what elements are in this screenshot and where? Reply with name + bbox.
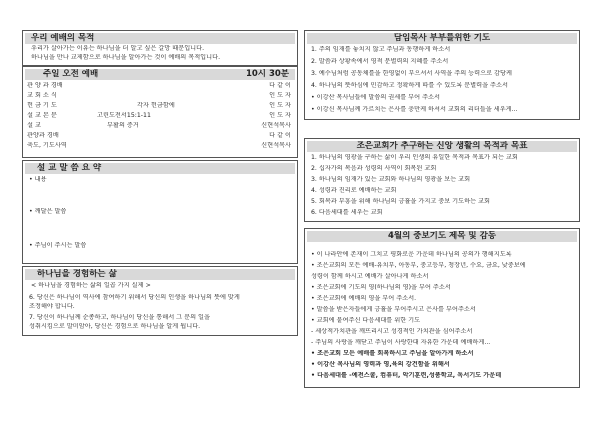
order-leader: 인 도 자 [269,112,291,119]
order-label: 설 교 본 문 [27,112,57,119]
order-text: 고린도전서15:1-11 [97,112,151,119]
intercession-line: • 다음세대를 -예전스쿨, 컴퓨터, 악기훈련,성품학교, 독서기도 가운데 [311,372,502,379]
church-goal-line: 5. 회복과 부흥을 위해 하나님의 긍휼을 가지고 중보 기도하는 교회 [311,198,491,205]
sermon-summary-title: 설 교 말 씀 요 약 [25,163,295,174]
experience-line: 조정해야 합니다. [29,303,75,310]
worship-order-box [22,66,298,158]
intercession-line: • 이강산 목사님의 영력과 영,육의 강건함을 위해서 [311,361,450,368]
order-leader: 신현석목사 [261,122,291,129]
intercession-line: • 말씀을 받은자들에게 긍휼을 부어주시고 은사를 부어주소서 [311,306,476,313]
order-row [27,112,293,120]
experience-line: 성취시킴으로 말미암아, 당신은 경험으로 하나님을 알게 됩니다. [29,323,201,330]
pastor-prayer-line: 1. 주의 임재를 놓치지 않고 주님과 동행하게 하소서 [311,46,451,53]
order-row [27,102,293,110]
order-text: 부활의 증거 [107,122,139,129]
order-row [27,132,293,140]
experience-line: 7. 당신이 하나님께 순종하고, 하나님이 당신을 통해서 그 분의 일을 [29,314,210,321]
pastor-prayer-line: 2. 말씀과 상황속에서 영적 분별력의 지혜를 주소서 [311,58,449,65]
pastor-prayer-title: 담임목사 부부를위한 기도 [307,33,577,44]
worship-time: 10시 30분 [245,69,289,79]
church-goal-line: 4. 성령과 진리로 예배하는 교회 [311,187,397,194]
summary-content-label: • 내용 [29,176,47,183]
worship-purpose-title: 우리 예배의 목적 [25,33,295,44]
order-text: 각자 헌금함에 [137,102,175,109]
order-label: 헌 금 기 도 [27,102,57,109]
order-leader: 다 같 이 [269,132,291,139]
intercession-line: • 교회에 붙여주신 다음세대를 위한 기도 [311,317,421,324]
church-goal-line: 1. 하나님의 영광을 구하는 삶이 우리 인생의 유일한 목적과 목표가 되는 교회 [311,154,518,161]
order-label: 축도, 기도사역 [27,142,67,149]
intercession-box [304,228,580,388]
pastor-prayer-line: • 이강신 목사님께 가르치는 은사를 충만케 하셔서 교회의 리더들을 세우게... [311,106,518,113]
church-goals-box [304,138,580,222]
experience-box [22,266,298,336]
summary-realized-label: • 깨달은 말씀 [29,208,67,215]
order-row [27,122,293,130]
worship-order-title [25,69,295,80]
intercession-line: 성령이 함께 하시고 예배가 살아나게 하소서 [311,273,429,280]
order-leader: 신현석목사 [261,142,291,149]
church-goal-line: 2. 십자가의 복음과 성령의 사역이 회복된 교회 [311,165,437,172]
pastor-prayer-line: 3. 예수님처럼 공동체를을 한영없이 부으셔서 사역을 주의 능력으로 감당케 [311,70,512,77]
church-goals-title: 조은교회가 추구하는 신앙 생활의 목적과 목표 [307,141,577,152]
intercession-line: • 조은교회의 모든 예배-유치부, 아동부, 중고등부, 청장년, 수요, 금요, 낮중보에 [311,262,526,269]
order-row [27,142,293,150]
church-goal-line: 6. 다음세대를 세우는 교회 [311,209,383,216]
sermon-summary-box [22,160,298,264]
experience-subtitle: < 하나님을 경험하는 삶의 일곱 가지 실제 > [31,282,151,289]
order-label: 관양과 경배 [27,132,59,139]
order-leader: 인 도 자 [269,92,291,99]
pastor-prayer-line: 4. 하나님의 뜻하심에 민감하고 정확하게 따를 수 있도록 분별력을 주소서 [311,82,508,89]
summary-given-label: • 주님이 주시는 말씀 [29,242,87,249]
order-row [27,92,293,100]
order-label: 교 회 소 식 [27,92,57,99]
intercession-line: - 세상적가치관을 깨뜨리시고 성경적인 가치관을 심어주소서 [311,328,473,335]
worship-purpose-box [22,30,298,66]
order-leader: 다 같 이 [269,82,291,89]
worship-purpose-line: 하나님을 만나 교제함으로 하나님을 알아가는 것이 예배의 목적입니다. [31,54,221,61]
order-label: 관 양 과 경배 [27,82,63,89]
church-goal-line: 3. 하나님의 임재가 있는 교회와 하나님의 영광을 보는 교회 [311,176,471,183]
order-label: 설 교 [27,122,41,129]
experience-title: 하나님을 경험하는 삶 [25,269,295,280]
intercession-title: 4월의 중보기도 제목 및 감동 [307,231,577,242]
worship-purpose-line: 우리가 살아가는 이유는 하나님을 더 알고 싶은 갈망 때문입니다. [31,45,205,52]
experience-line: 6. 당신은 하나님이 역사에 참여하기 위해서 당신의 인생을 하나님의 뜻에 맞게 [29,294,240,301]
intercession-line: • 조은교회 모든 예배를 회복하시고 주님을 알아가게 하소서 [311,350,474,357]
intercession-line: - 주님의 사랑을 깨닫고 주님이 사랑한대 자유한 가운데 예배하게... [311,339,491,346]
pastor-prayer-line: • 이강산 목사님들에 말씀의 권세를 부어 주소서 [311,94,441,101]
order-leader: 인 도 자 [269,102,291,109]
intercession-line: • 조은교회에 기도의 영(하나님의 영)을 부어 주소서 [311,284,451,291]
worship-order-name: 주일 오전 예배 [43,69,99,79]
intercession-line: • 이 나라안에 존재이 그치고 평화로운 가운데 하나님의 공의가 행해지도록 [311,251,512,258]
pastor-prayer-box [304,30,580,120]
intercession-line: • 조은교회에 예배의 영을 부어 주소서. [311,295,417,302]
order-row [27,82,293,90]
